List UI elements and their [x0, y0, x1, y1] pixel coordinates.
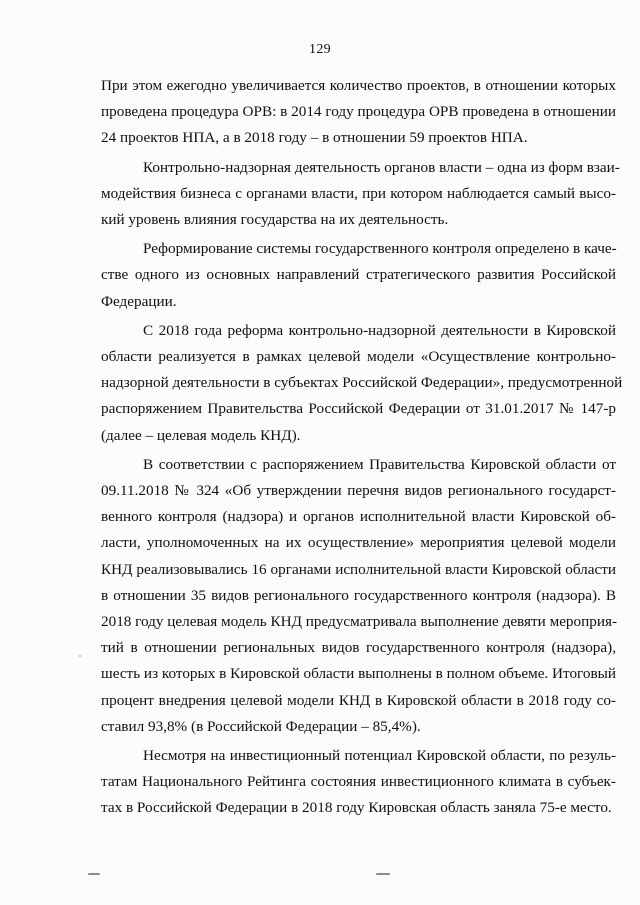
- scan-speck: [88, 873, 100, 875]
- text-line: Контрольно-надзорная деятельность органов власти – одна из форм взаи-: [143, 158, 620, 176]
- text-line: татам Национального Рейтинга состояния инвестиционного климата в субъек-: [101, 773, 616, 791]
- scan-speck: [376, 873, 390, 875]
- page-number: 129: [309, 42, 331, 57]
- paragraph-control-activity: [101, 155, 620, 234]
- text-line: 2018 году целевая модель КНД предусматривала выполнение девяти мероприя-: [101, 613, 618, 631]
- text-line: тах в Российской Федерации в 2018 году Кировская область заняла 75-е место.: [101, 799, 612, 817]
- text-line: шесть из которых в Кировской области выполнены в полном объеме. Итоговый: [101, 665, 616, 683]
- text-line: проведена процедура ОРВ: в 2014 году процедура ОРВ проведена в отношении: [101, 103, 616, 121]
- text-line: Несмотря на инвестиционный потенциал Кировской области, по резуль-: [143, 747, 616, 765]
- text-line: 09.11.2018 № 324 «Об утверждении перечня видов регионального государст-: [101, 482, 616, 500]
- text-line: надзорной деятельности в субъектах Российской Федерации», предусмотренной: [101, 374, 623, 392]
- text-line: С 2018 года реформа контрольно-надзорной деятельности в Кировской: [143, 321, 616, 339]
- text-line: кий уровень влияния государства на их деятельность.: [101, 211, 449, 229]
- document-body: [101, 73, 623, 822]
- text-line: ласти, уполномоченных на их осуществление» мероприятия целевой модели: [101, 534, 616, 552]
- text-line: Реформирование системы государственного контроля определено в каче-: [143, 240, 617, 258]
- text-line: распоряжением Правительства Российской Федерации от 31.01.2017 № 147-р: [101, 400, 616, 418]
- paragraph-kirov-regulation: [101, 452, 616, 740]
- text-line: области реализуется в рамках целевой модели «Осуществление контрольно-: [101, 348, 616, 366]
- text-line: процент внедрения целевой модели КНД в Кировской области в 2018 году со-: [101, 691, 616, 709]
- text-line: При этом ежегодно увеличивается количество проектов, в отношении которых: [101, 77, 616, 94]
- text-line: Федерации.: [101, 292, 177, 310]
- text-line: венного контроля (надзора) и органов исполнительной власти Кировской об-: [101, 508, 616, 526]
- paragraph-knd-target-model: [101, 318, 623, 449]
- scan-speck: [79, 655, 81, 657]
- text-line: тий в отношении региональных видов государственного контроля (надзора),: [101, 639, 616, 657]
- text-line: КНД реализовывались 16 органами исполнительной власти Кировской области: [101, 560, 616, 578]
- text-line: стве одного из основных направлений стратегического развития Российской: [101, 266, 616, 284]
- text-line: 24 проектов НПА, а в 2018 году – в отношении 59 проектов НПА.: [101, 129, 528, 147]
- text-line: ставил 93,8% (в Российской Федерации – 85,4%).: [101, 717, 421, 735]
- text-line: в отношении 35 видов регионального государственного контроля (надзора). В: [101, 586, 616, 604]
- text-line: (далее – целевая модель КНД).: [101, 426, 301, 444]
- paragraph-state-control-reform: [101, 236, 616, 315]
- text-line: В соответствии с распоряжением Правительства Кировской области от: [143, 455, 616, 473]
- paragraph-investment-rating: [101, 743, 616, 822]
- paragraph-orv-projects: [101, 73, 616, 152]
- text-line: модействия бизнеса с органами власти, при котором наблюдается самый высо-: [101, 184, 616, 202]
